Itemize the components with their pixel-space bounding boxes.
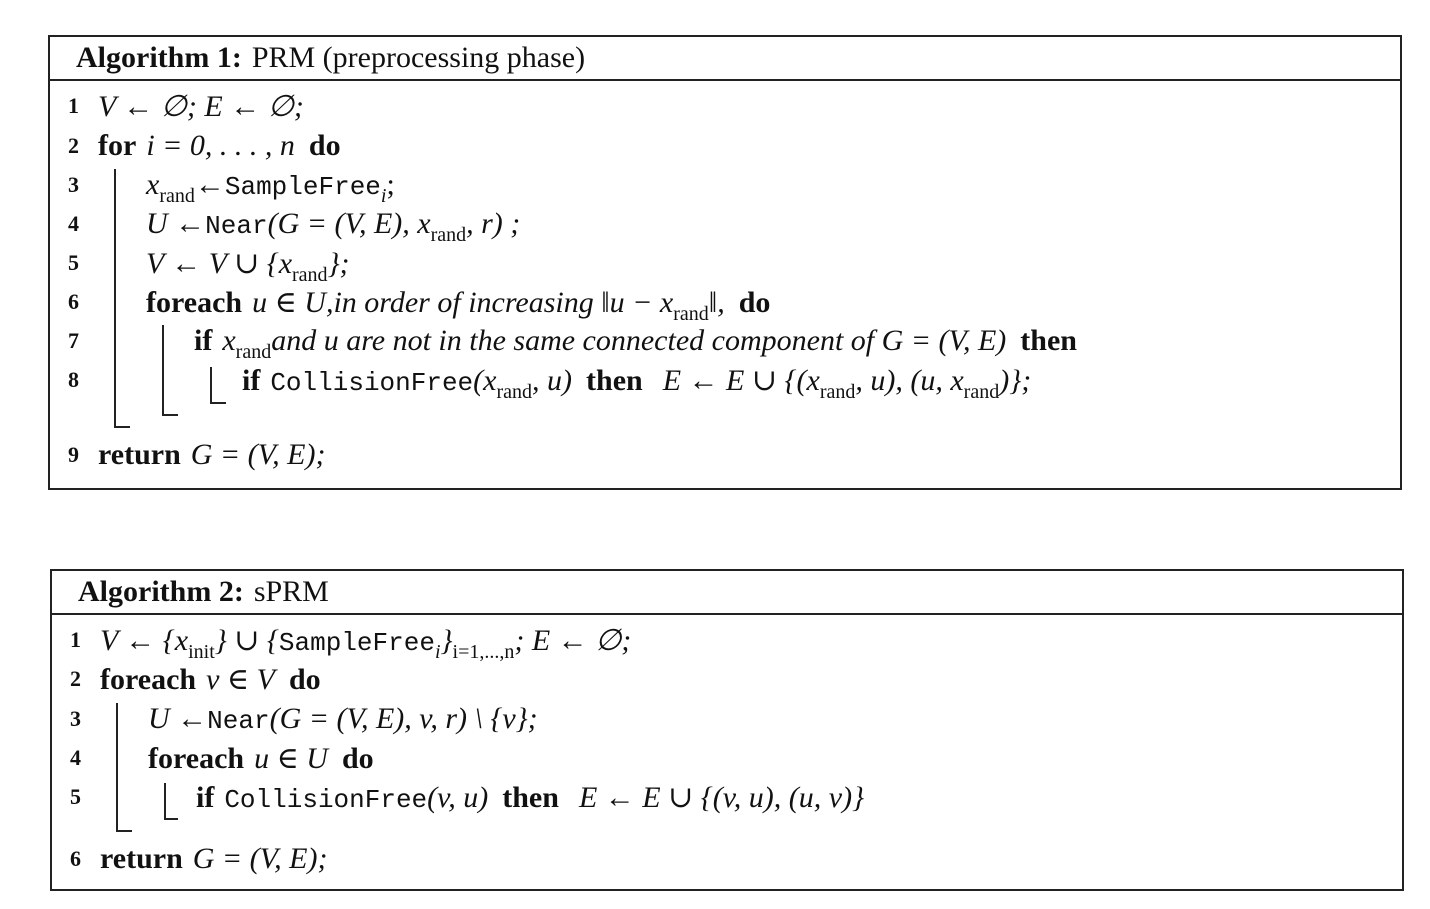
subscript: rand	[496, 380, 533, 403]
subscript: init	[188, 640, 215, 663]
index-range: i=1,...,n	[452, 640, 515, 663]
subscript: rand	[159, 185, 195, 207]
collision-args: (x	[473, 363, 497, 397]
line-number: 7	[68, 328, 79, 353]
line-number: 3	[68, 172, 79, 197]
condition-text: and u are not in the same connected component of G = (V, E)	[271, 324, 1007, 357]
line-number: 6	[70, 846, 81, 871]
subscript: rand	[819, 380, 856, 403]
edge-update-mid: , u), (u, x	[855, 363, 964, 397]
func-collisionfree: CollisionFree	[270, 367, 474, 398]
line-number: 5	[70, 784, 81, 809]
loop-range: i = 0, . . . , n	[146, 129, 295, 162]
algo1-line-8-code	[242, 363, 1032, 403]
algo1-line-9-code	[98, 438, 325, 472]
algo1-line-5-code	[146, 246, 350, 286]
line-number: 3	[70, 706, 81, 731]
func-collisionfree: CollisionFree	[224, 784, 428, 815]
algorithm-1-box	[48, 35, 1402, 490]
assign-arrow: ←	[194, 168, 225, 201]
block-bar-foreach-v	[116, 703, 118, 831]
math-V-assign: V ← {x	[100, 623, 189, 657]
keyword-do: do	[288, 662, 321, 696]
algo2-line-1-code	[100, 623, 632, 663]
keyword-for: for	[98, 129, 137, 162]
block-bar-if	[210, 367, 212, 403]
semicolon: ;	[386, 168, 395, 201]
block-foot-for	[114, 426, 130, 428]
keyword-do: do	[308, 129, 341, 162]
func-samplefree: SampleFree	[224, 172, 381, 202]
subscript: rand	[292, 263, 328, 286]
algo1-line-2-code	[98, 129, 351, 163]
close-brace: }	[440, 623, 453, 657]
algorithm-2-caption	[52, 571, 1402, 615]
algo1-line-3-code	[146, 168, 395, 207]
foreach-var: v ∈ V	[206, 662, 275, 696]
block-bar-foreach-u	[164, 783, 166, 819]
close-brace: };	[327, 246, 350, 280]
keyword-then: then	[1020, 324, 1077, 357]
near-args: (G = (V, E), x	[267, 207, 431, 240]
func-samplefree: SampleFree	[278, 627, 435, 658]
math-U-assign: U ←	[146, 207, 206, 240]
block-bar-for	[114, 169, 116, 427]
line-number: 9	[68, 442, 79, 467]
math-V-union: V ← V ∪ {x	[146, 246, 293, 280]
algo2-line-5-code	[196, 780, 864, 815]
keyword-do: do	[738, 285, 771, 319]
near-args: (G = (V, E), v, r) \ {v};	[269, 702, 538, 735]
subscript: rand	[963, 380, 1000, 403]
algo1-line-4-code	[146, 207, 521, 246]
edge-init: ; E ← ∅;	[514, 623, 632, 657]
order-clause: in order of increasing ‖u − x	[333, 285, 674, 319]
algorithm-1-label: Algorithm 1:	[76, 41, 242, 74]
edge-update: E ← E ∪ {(v, u), (u, v)}	[578, 780, 865, 814]
algo1-line-1-code: V ← ∅; E ← ∅;	[98, 89, 304, 123]
return-value: G = (V, E);	[190, 438, 326, 471]
order-clause-end: ‖,	[708, 285, 725, 319]
algo2-line-6-code	[100, 842, 327, 876]
math-U-assign: U ←	[148, 702, 208, 735]
algo1-line-7-code	[194, 324, 1087, 363]
algo2-line-4-code	[148, 741, 384, 776]
keyword-then: then	[586, 363, 643, 397]
line-number: 1	[68, 93, 79, 118]
line-number: 1	[70, 627, 81, 652]
algorithm-1-caption	[50, 37, 1400, 81]
keyword-foreach: foreach	[148, 741, 245, 775]
block-foot-if	[210, 402, 226, 404]
algo2-line-3-code	[148, 702, 538, 736]
line-number: 2	[70, 666, 81, 691]
func-near: Near	[205, 211, 268, 241]
collision-args: (v, u)	[427, 780, 489, 814]
block-foot-foreach-u	[164, 818, 178, 820]
keyword-then: then	[502, 780, 559, 814]
union-open: } ∪ {	[214, 623, 279, 657]
algorithm-2-label: Algorithm 2:	[78, 575, 244, 608]
algo1-line-6-code	[146, 285, 780, 325]
line-number: 5	[68, 250, 79, 275]
keyword-if: if	[196, 780, 215, 814]
keyword-do: do	[341, 741, 374, 775]
edge-update-end: )};	[999, 363, 1032, 397]
algorithm-1-title: PRM (preprocessing phase)	[251, 41, 586, 74]
algorithm-2-title: sPRM	[253, 575, 329, 608]
foreach-var: u ∈ U	[254, 741, 328, 775]
near-args-end: , r) ;	[466, 207, 521, 240]
subscript-i: i	[434, 640, 441, 663]
func-near: Near	[207, 706, 270, 736]
keyword-foreach: foreach	[100, 662, 197, 696]
keyword-if: if	[242, 363, 261, 397]
algo2-line-2-code	[100, 662, 331, 697]
line-number: 6	[68, 289, 79, 314]
keyword-foreach: foreach	[146, 285, 243, 319]
math-x: x	[146, 168, 160, 201]
algorithm-2-box	[50, 569, 1404, 891]
foreach-var: u ∈ U,	[252, 285, 334, 319]
subscript: rand	[430, 224, 467, 246]
line-number: 2	[68, 133, 79, 158]
edge-update: E ← E ∪ {(x	[662, 363, 820, 397]
block-foot-foreach-v	[116, 830, 132, 832]
keyword-if: if	[194, 324, 213, 357]
line-number: 8	[68, 367, 79, 392]
subscript-i: i	[380, 185, 387, 207]
line-number: 4	[68, 211, 79, 236]
block-bar-foreach	[162, 325, 164, 415]
keyword-return: return	[100, 842, 183, 875]
return-value: G = (V, E);	[192, 842, 328, 875]
block-foot-foreach	[162, 414, 178, 416]
math-x: x	[222, 324, 236, 357]
line-number: 4	[70, 745, 81, 770]
subscript: rand	[235, 341, 272, 363]
subscript: rand	[673, 302, 709, 325]
keyword-return: return	[98, 438, 181, 471]
collision-args-end: , u)	[532, 363, 573, 397]
